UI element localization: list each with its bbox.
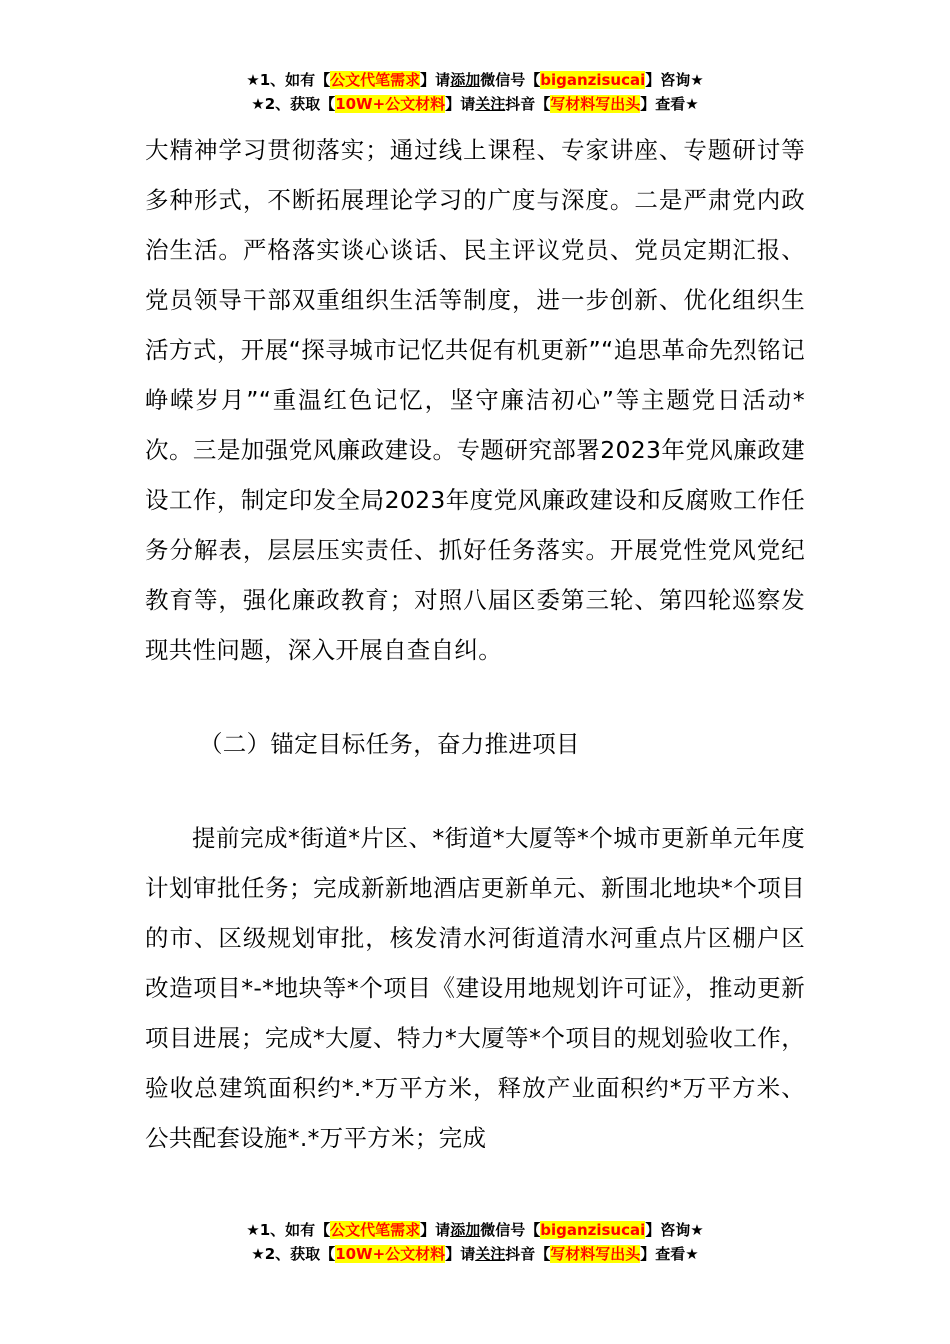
promo-text: 微信号【	[480, 1221, 541, 1239]
promo-highlight: 公文代笔需求	[330, 1221, 421, 1239]
promo-highlight: 10W+公文材料	[335, 1245, 446, 1263]
promo-wechat-id: biganzisucai	[540, 71, 646, 89]
promo-banner-top	[0, 68, 950, 116]
promo-line-2	[0, 1242, 950, 1266]
promo-text: 】咨询★	[645, 1221, 704, 1239]
promo-text: 】请	[445, 95, 476, 113]
promo-emphasis: 关注	[475, 95, 506, 113]
promo-text: 】查看★	[640, 95, 699, 113]
body-paragraph-2: 提前完成*街道*片区、*街道*大厦等*个城市更新单元年度计划审批任务；完成新新地酒店更新单元、新围北地块*个项目的市、区级规划审批，核发清水河街道清水河重点片区棚户区改造项目*-*地块等*个项目《建设用地规划许可证》，推动更新项目进展；完成*大厦、特力*大厦等*个项目的规划验收工作，验收总建筑面积约*.*万平方米，释放产业面积约*万平方米、公共配套设施*.*万平方米；完成	[145, 824, 805, 1152]
promo-text: ★2、获取【	[251, 95, 336, 113]
promo-line-1	[0, 68, 950, 92]
promo-douyin-id: 写材料写出头	[550, 1245, 641, 1263]
promo-text: 】查看★	[640, 1245, 699, 1263]
section-heading: （二）锚定目标任务，奋力推进项目	[199, 730, 580, 758]
document-body	[145, 125, 805, 1163]
promo-line-1	[0, 1218, 950, 1242]
promo-text: 】请	[420, 71, 451, 89]
promo-text: ★1、如有【	[246, 71, 331, 89]
body-paragraph-1: 大精神学习贯彻落实；通过线上课程、专家讲座、专题研讨等多种形式，不断拓展理论学习的广度与深度。二是严肃党内政治生活。严格落实谈心谈话、民主评议党员、党员定期汇报、党员领导干部双重组织生活等制度，进一步创新、优化组织生活方式，开展“探寻城市记忆共促有机更新”“追思革命先烈铭记峥嵘岁月”“重温红色记忆，坚守廉洁初心”等主题党日活动*次。三是加强党风廉政建设。专题研究部署2023年党风廉政建设工作，制定印发全局2023年度党风廉政建设和反腐败工作任务分解表，层层压实责任、抓好任务落实。开展党性党风党纪教育等，强化廉政教育；对照八届区委第三轮、第四轮巡察发现共性问题，深入开展自查自纠。	[145, 136, 805, 664]
promo-wechat-id: biganzisucai	[540, 1221, 646, 1239]
promo-highlight: 10W+公文材料	[335, 95, 446, 113]
promo-emphasis: 添加	[450, 71, 481, 89]
promo-line-2	[0, 92, 950, 116]
promo-douyin-id: 写材料写出头	[550, 95, 641, 113]
promo-text: 】咨询★	[645, 71, 704, 89]
promo-text: 抖音【	[505, 1245, 551, 1263]
promo-emphasis: 添加	[450, 1221, 481, 1239]
promo-text: 微信号【	[480, 71, 541, 89]
promo-text: ★2、获取【	[251, 1245, 336, 1263]
promo-banner-bottom	[0, 1218, 950, 1266]
promo-text: 抖音【	[505, 95, 551, 113]
promo-text: ★1、如有【	[246, 1221, 331, 1239]
promo-highlight: 公文代笔需求	[330, 71, 421, 89]
promo-text: 】请	[420, 1221, 451, 1239]
promo-text: 】请	[445, 1245, 476, 1263]
promo-emphasis: 关注	[475, 1245, 506, 1263]
